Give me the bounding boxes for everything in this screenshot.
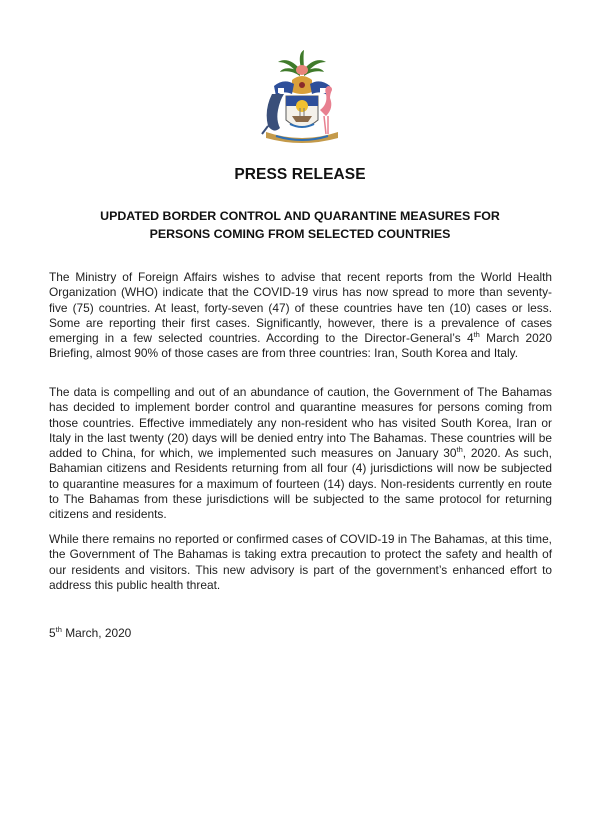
paragraph-who-reports xyxy=(49,270,552,362)
subtitle-line-1: UPDATED BORDER CONTROL AND QUARANTINE MEASURES FOR xyxy=(100,209,500,223)
date-month-year: March, 2020 xyxy=(61,626,132,640)
paragraph-2-text-a: The data is compelling and out of an abundance of caution, the Government of The Bahamas has decided to implement border control and quarantine measures for persons coming from those countries. Effective immediately any non-resident who has visited South Korea, Iran or Italy in the last twenty (20) days will be denied entry into The Bahamas. These countries will be added to China, for which, we implemented such measures on January 30 xyxy=(49,385,552,461)
release-subtitle xyxy=(0,207,600,243)
paragraph-border-measures xyxy=(49,385,552,523)
paragraph-1-text-b: March 2020 Briefing, almost 90% of those cases are from three countries: Iran, South Korea and Italy. xyxy=(49,331,552,361)
date-ordinal-suffix: th xyxy=(55,625,62,635)
ordinal-suffix: th xyxy=(456,445,463,455)
paragraph-precaution: While there remains no reported or confirmed cases of COVID-19 in The Bahamas, at this time, the Government of The Bahamas is taking extra precaution to protect the safety and health of our residents and visitors. This new advisory is part of the government’s enhanced effort to address this public health threat. xyxy=(49,532,552,592)
paragraph-2-text-b: , 2020. As such, Bahamian citizens and Residents returning from all four (4) jurisdictions will now be subjected to quarantine measures for a maximum of fourteen (14) days. Non-residents currently en route to The Bahamas from these jurisdictions will be subjected to the same protocol for returning citizens and residents. xyxy=(49,446,552,522)
subtitle-line-2: PERSONS COMING FROM SELECTED COUNTRIES xyxy=(149,227,451,241)
date-day: 5 xyxy=(49,626,56,640)
paragraph-1-text-a: The Ministry of Foreign Affairs wishes to advise that recent reports from the World Health Organization (WHO) indicate that the COVID-19 virus has now spread to more than seventy-five (75) countries. At least, forty-seven (47) of these countries have ten (10) cases or less. Some are reporting their first cases. Significantly, however, there is a prevalence of cases emerging in a few selected countries. According to the Director-General’s 4 xyxy=(49,270,552,346)
ordinal-suffix: th xyxy=(473,330,480,340)
press-release-heading: PRESS RELEASE xyxy=(234,166,366,183)
coat-of-arms-crest xyxy=(254,50,350,148)
release-date xyxy=(49,626,131,640)
